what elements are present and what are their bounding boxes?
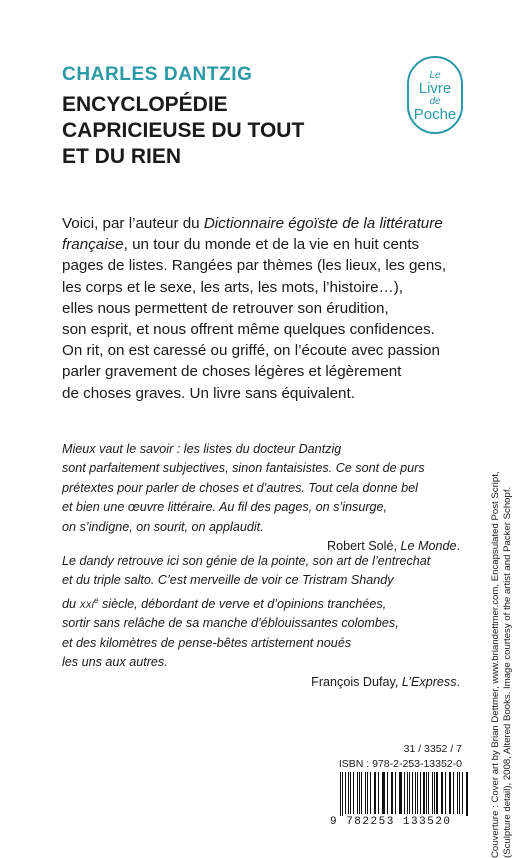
barcode-bar [392,772,393,814]
barcode-bar [365,772,366,814]
barcode-bar [383,772,385,814]
barcode-bar [340,772,341,820]
barcode [340,772,470,822]
blurb-line: son esprit, et nous offrent même quelques confidences. [62,321,435,339]
barcode-bar [399,772,400,814]
barcode-bar [442,772,443,814]
quote-line [62,591,472,615]
title-line-3: ET DU RIEN [62,145,182,168]
logo-text-le: Le [429,70,441,81]
quote-line: Mieux vaut le savoir : les listes du docteur Dantzig [62,442,342,456]
barcode-bar [350,772,352,814]
logo-text-de: de [429,96,441,107]
catalog-codes [339,742,462,772]
barcode-bar [450,772,451,814]
credits-line-2: (Sculpture detail), 2008, Altered Books. Image courtesy of the artist and Packer Schopf. [501,486,513,858]
barcode-bar [378,772,379,814]
barcode-bar [423,772,425,814]
barcode-bar [404,772,405,814]
quote-line: et du triple salto. C’est merveille de voir ce Tristram Shandy [62,573,394,588]
barcode-bar [353,772,354,814]
barcode-bar [445,772,446,814]
blurb-line: les corps et le sexe, les arts, les mots, l’histoire…), [62,278,403,296]
livre-de-poche-logo [407,56,463,134]
barcode-bar [441,772,442,814]
blurb-line: On rit, on est caressé ou griffé, on l’écoute avec passion [62,342,440,360]
title-line-1: ENCYCLOPÉDIE [62,93,228,116]
barcode-bar [436,772,438,814]
barcode-bar [391,772,392,814]
attribution-end: . [456,674,460,689]
attribution-publication: Le Monde [400,539,457,554]
blurb-line: parler gravement de choses légères et légèrement [62,363,402,381]
century-numeral: xxi [79,597,95,611]
blurb-book-title: Dictionnaire égoïste de la littérature [203,215,443,232]
attribution-author: François Dufay, [311,674,402,689]
barcode-bar [420,772,421,814]
barcode-bar [359,772,360,814]
barcode-bar [466,772,467,820]
barcode-bar [467,772,468,820]
attribution-author: Robert Solé, [326,539,401,554]
barcode-bar [407,772,408,814]
barcode-bar [357,772,358,814]
barcode-bar [387,772,388,814]
blurb-line: de choses graves. Un livre sans équivalent. [62,384,355,402]
blurb-line: elles nous permettent de retrouver son érudition, [62,299,389,317]
quote-line: prétextes pour parler de choses et d’autres. Tout cela donne bel [62,480,418,495]
quote-line: Le dandy retrouve ici son génie de la pointe, son art de l’entrechat [62,554,431,568]
blurb-book-title: française [62,236,124,254]
barcode-bar [432,772,433,814]
logo-text-poche: Poche [413,106,457,123]
isbn-text: ISBN : 978-2-253-13352-0 [338,758,462,770]
quote-text: siècle, débordant de verve et d’opinions tranchées, [98,597,387,611]
barcode-bar [370,772,371,814]
author-name: CHARLES DANTZIG [62,64,253,85]
barcode-bar [374,772,375,814]
barcode-bar [434,772,435,814]
barcode-bar [428,772,429,814]
barcode-bar [426,772,427,814]
catalog-number: 31 / 3352 / 7 [403,743,462,755]
barcode-bar [453,772,454,814]
attribution-end: . [456,539,460,554]
press-quote-le-monde [62,440,472,556]
barcode-bar [462,772,463,814]
barcode-bar [409,772,410,814]
barcode-bar [348,772,349,814]
ordinal-suffix: e [94,595,99,605]
attribution-publication: L’Express [401,674,457,689]
barcode-bar [342,772,343,820]
blurb-line [62,213,472,234]
barcode-bar [375,772,376,814]
blurb-line: pages de listes. Rangées par thèmes (les lieux, les gens, [62,257,447,275]
barcode-digits: 9 782253 133520 [330,816,470,828]
barcode-bar [449,772,450,814]
barcode-bar [459,772,460,814]
barcode-bar [457,772,459,814]
barcode-bar [367,772,369,814]
barcode-bar [417,772,418,814]
barcode-bar [415,772,416,814]
barcode-bar [400,772,402,814]
logo-text-livre: Livre [418,80,452,97]
blurb-text: , un tour du monde et de la vie en huit cents [123,236,420,254]
blurb-text: Voici, par l’auteur du [62,215,204,232]
quote-attribution [62,673,472,692]
credits-line-1: Couverture : Cover art by Brian Dettmer, www.briandettmer.com, Encapsulated Post Script, [490,471,501,858]
barcode-bar [361,772,362,814]
barcode-bar [345,772,346,814]
quote-line: on s’indigne, on sourit, on applaudit. [62,519,264,534]
quote-line: les uns aux autres. [62,655,168,670]
press-quote-lexpress [62,552,472,692]
blurb-line [62,234,472,255]
barcode-bar [382,772,383,814]
cover-credits [490,471,513,858]
quote-line: sortir sans relâche de sa manche d’éblouissantes colombes, [62,616,399,631]
quote-line: et bien une œuvre littéraire. Au fil des pages, on s’insurge, [62,500,388,515]
blurb-paragraph [62,213,472,404]
title-line-2: CAPRICIEUSE DU TOUT [62,119,305,142]
book-title [62,92,304,170]
quote-line: et des kilomètres de pense-bêtes artistement noués [62,635,352,650]
quote-text: du [62,597,80,611]
quote-line: sont parfaitement subjectives, sinon fantaisistes. Ce sont de purs [62,461,425,476]
barcode-bar [395,772,396,814]
barcode-bar [412,772,413,814]
